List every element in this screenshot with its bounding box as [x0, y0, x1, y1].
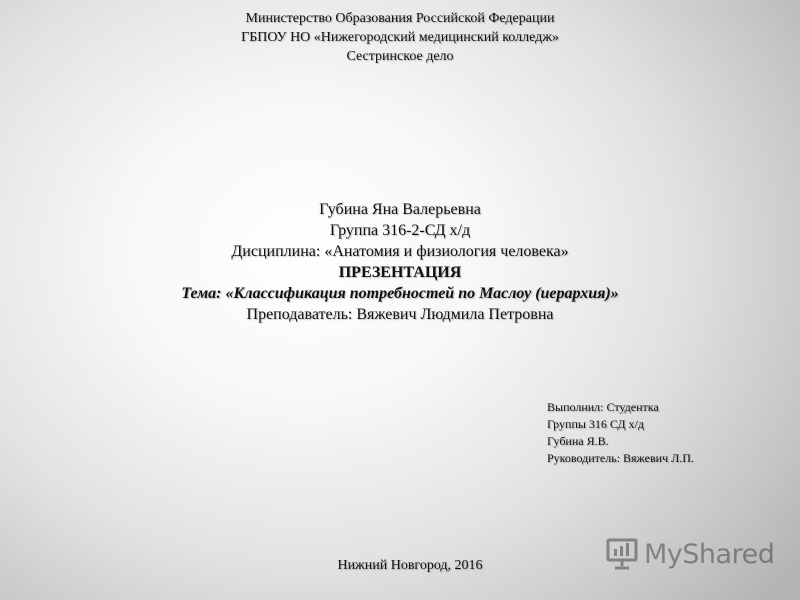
signature-block [547, 399, 694, 467]
presentation-board-icon [606, 537, 638, 571]
topic-line: Тема: «Классификация потребностей по Маслоу (иерархия)» [181, 285, 619, 302]
myshared-watermark [606, 535, 774, 573]
discipline-line: Дисциплина: «Анатомия и физиология человека» [231, 243, 569, 260]
performer-group-line: Группы 316 СД х/д [547, 417, 644, 431]
specialty-line: Сестринское дело [346, 49, 454, 64]
title-block [0, 199, 800, 325]
institution-header [0, 9, 800, 66]
performer-line: Выполнил: Студентка [547, 400, 659, 414]
group-line: Группа 316-2-СД х/д [329, 222, 471, 239]
supervisor-line: Руководитель: Вяжевич Л.П. [547, 451, 694, 465]
ministry-line: Министерство Образования Российской Федерации [245, 11, 555, 26]
city-year: Нижний Новгород, 2016 [337, 558, 483, 573]
watermark-text: MyShared [644, 538, 775, 570]
teacher-line: Преподаватель: Вяжевич Людмила Петровна [246, 306, 554, 323]
document-type: ПРЕЗЕНТАЦИЯ [338, 264, 462, 281]
performer-name-line: Губина Я.В. [547, 434, 609, 448]
student-name: Губина Яна Валерьевна [319, 201, 481, 218]
college-line: ГБПОУ НО «Нижегородский медицинский колледж» [241, 30, 559, 45]
